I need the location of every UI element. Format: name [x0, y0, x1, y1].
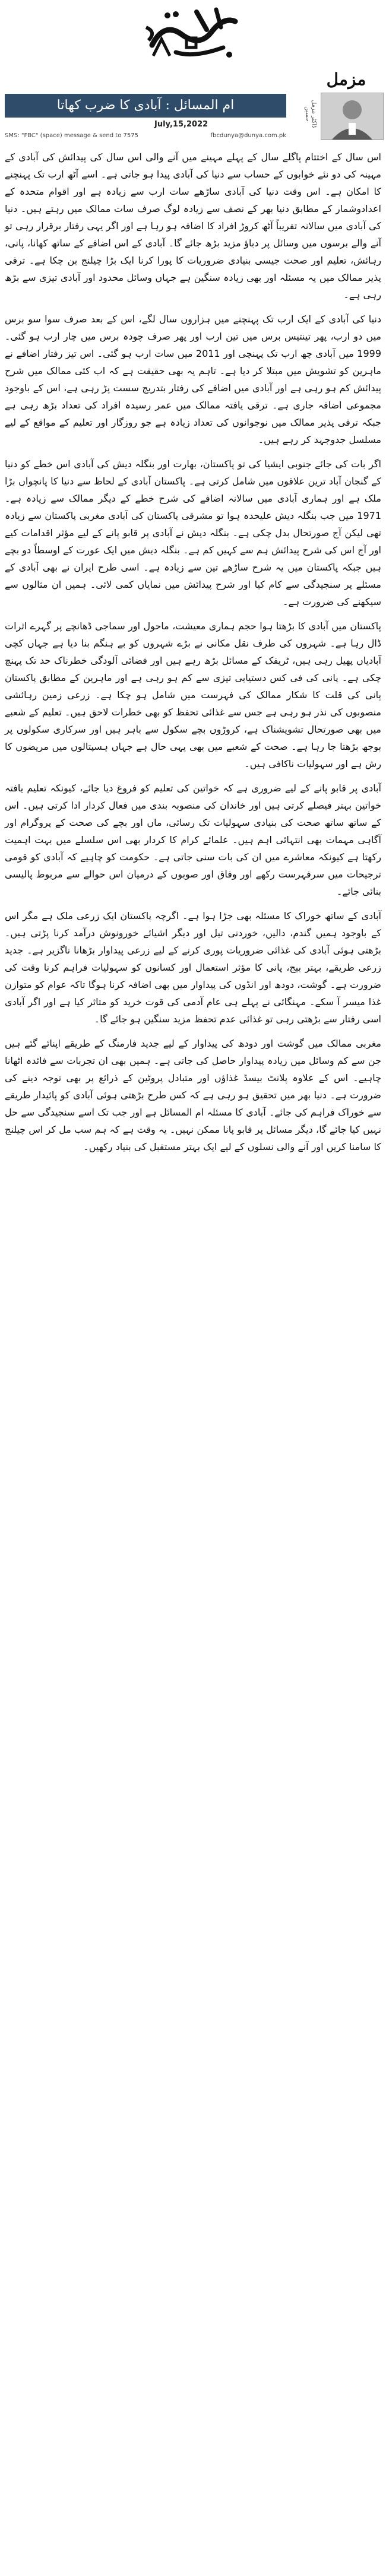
article-paragraph: اگر بات کی جائے جنوبی ایشیا کی تو پاکستان، بھارت اور بنگلہ دیش کی آبادی اس خطے کو دنیا کے گنجان آباد ترین علاقوں میں شامل کرتی ہے۔ پاکستان آبادی کے لحاظ سے دنیا کا پانچواں بڑا ملک ہے اور ہماری آبادی میں سالانہ اضافے کی شرح خطے کے دیگر ممالک سے زیادہ ہے۔ 1971 میں جب بنگلہ دیش علیحدہ ہوا تو مشرقی پاکستان کی آبادی مغربی پاکستان سے زیادہ تھی لیکن آج صورتحال بدل چکی ہے۔ بنگلہ دیش نے آبادی پر قابو پانے کے لیے مؤثر اقدامات کیے اور آج اس کی شرح پیدائش ہم سے کہیں کم ہے۔ بنگلہ دیش میں ایک عورت کے اوسطاً دو بچے ہیں جبکہ پاکستان میں یہ شرح ساڑھے تین سے زیادہ ہے۔ اسی طرح ایران نے بھی آبادی کے مسئلے پر سنجیدگی سے کام کیا اور شرح پیدائش میں نمایاں کمی لائی۔ ہمیں ان مثالوں سے سیکھنے کی ضرورت ہے۔ [5, 458, 381, 607]
dunya-logo [140, 4, 246, 63]
article-paragraph: مغربی ممالک میں گوشت اور دودھ کی پیداوار کے لیے جدید فارمنگ کے طریقے اپنائے گئے ہیں جن سے کم وسائل میں زیادہ پیداوار حاصل کی جاتی ہے۔ ہمیں بھی ان تجربات سے فائدہ اٹھانا چاہیے۔ اس کے علاوہ پلانٹ بیسڈ غذاؤں اور متبادل پروٹین کے ذرائع پر بھی توجہ دینے کی ضرورت ہے۔ دنیا بھر میں تحقیق ہو رہی ہے کہ کس طرح بڑھتی ہوئی آبادی کو پائیدار طریقے سے خوراک فراہم کی جائے۔ آبادی کا مسئلہ ام المسائل ہے اور جب تک اسے سنجیدگی سے حل نہیں کیا جائے گا، دیگر مسائل پر قابو پانا ممکن نہیں۔ یہ وقت ہے کہ ہم سب مل کر اس چیلنج کا سامنا کریں اور آنے والی نسلوں کے لیے ایک بہتر مستقبل کی بنیاد رکھیں۔ [5, 1038, 382, 1152]
masthead [0, 0, 386, 66]
contact-line [5, 132, 286, 141]
author-byline: ڈاکٹر مزمل حسین [304, 100, 317, 128]
article-paragraph: پاکستان میں آبادی کا بڑھتا ہوا حجم ہماری معیشت، ماحول اور سماجی ڈھانچے پر گہرے اثرات ڈال رہا ہے۔ شہروں کی طرف نقل مکانی نے بڑے شہروں کو بے ہنگم بنا دیا ہے جہاں کچی آبادیاں پھیل رہی ہیں، ٹریفک کے مسائل بڑھ رہے ہیں اور فضائی آلودگی خطرناک حد تک پہنچ چکی ہے۔ پانی کی فی کس دستیابی تیزی سے کم ہو رہی ہے اور ماہرین کے مطابق پاکستان پانی کی قلت کا شکار ممالک کی فہرست میں شامل ہو چکا ہے۔ زرعی زمین رہائشی منصوبوں کی نذر ہو رہی ہے جس سے غذائی تحفظ کو بھی خطرات لاحق ہیں۔ تعلیم کے شعبے میں بھی صورتحال تشویشناک ہے، کروڑوں بچے سکول سے باہر ہیں اور سرکاری سکولوں پر بوجھ بڑھتا جا رہا ہے۔ صحت کے شعبے میں بھی یہی حال ہے جہاں ہسپتالوں میں مریضوں کا رش ہے اور سہولیات ناکافی ہیں۔ [5, 620, 381, 769]
sms-instruction: SMS: "FBC" (space) message & send to 7575 [5, 132, 138, 139]
article-paragraph: دنیا کی آبادی کے ایک ارب تک پہنچنے میں ہزاروں سال لگے، اس کے بعد صرف سوا سو برس میں دو ارب، پھر تینتیس برس میں تین ارب اور پھر صرف چودہ برس میں چار ارب ہو گئی۔ 1999 میں آبادی چھ ارب تک پہنچی اور 2011 میں سات ارب ہو گئی۔ اس تیز رفتار اضافے نے ماہرین کو تشویش میں مبتلا کر دیا ہے۔ تاہم یہ بھی حقیقت ہے کہ اب کئی ممالک میں شرح پیدائش کم ہو رہی ہے اور آبادی میں اضافے کی رفتار بتدریج سست پڑ رہی ہے، اس کے باوجود مجموعی اضافہ جاری ہے۔ ترقی یافتہ ممالک میں عمر رسیدہ افراد کی تعداد بڑھ رہی ہے جبکہ ترقی پذیر ممالک میں نوجوانوں کی تعداد زیادہ ہے جو روزگار اور تعلیم کے مواقع کے لیے مسلسل جدوجہد کر رہے ہیں۔ [5, 313, 381, 445]
article-paragraph: اس سال کے اختتام پاگلے سال کے پہلے مہینے میں آنے والی اس سال کی پیدائش کی آبادی کے مہینہ کی دو نئے خوابوں کے حساب سے دنیا کی آبادی پیدا ہو جاتی ہے۔ اسے آٹھ ارب تک پہنچنے کا امکان ہے۔ اس وقت دنیا کی آبادی ساڑھے سات ارب سے زیادہ ہے اور اقوام متحدہ کے اعدادوشمار کے مطابق دنیا بھر کے نصف سے زیادہ لوگ صرف سات ممالک میں رہتے ہیں۔ دنیا کی آبادی میں سالانہ تقریباً آٹھ کروڑ افراد کا اضافہ ہو رہا ہے اور اگر یہی رفتار برقرار رہی تو آنے والے برسوں میں وسائل پر دباؤ مزید بڑھ جائے گا۔ آبادی کے اس اضافے کے ساتھ کھانا، پانی، رہائش، تعلیم اور صحت جیسی بنیادی ضروریات کا پورا کرنا ایک بڑا چیلنج بن چکا ہے۔ ترقی پذیر ممالک میں یہ مسئلہ اور بھی زیادہ سنگین ہے جہاں وسائل محدود اور آبادی تیزی سے بڑھ رہی ہے۔ [5, 151, 382, 300]
headline: ام المسائل : آبادی کا ضرب کھاتا [5, 94, 286, 118]
article-paragraph: آبادی پر قابو پانے کے لیے ضروری ہے کہ خواتین کی تعلیم کو فروغ دیا جائے، کیونکہ تعلیم یافتہ خواتین بہتر فیصلے کرتی ہیں اور خاندان کی منصوبہ بندی میں فعال کردار ادا کرتی ہیں۔ اس کے ساتھ ساتھ صحت کی بنیادی سہولیات تک رسائی، ماں اور بچے کی صحت کے پروگرام اور آگاہی مہمات بھی انتہائی اہم ہیں۔ علمائے کرام کا کردار بھی اس سلسلے میں بہت اہمیت رکھتا ہے کیونکہ معاشرے میں ان کی بات سنی جاتی ہے۔ حکومت کو چاہیے کہ آبادی کو قومی ترجیحات میں سرفہرست رکھے اور وفاق اور صوبوں کے درمیان اس حوالے سے مربوط پالیسی بنائی جائے۔ [5, 782, 381, 897]
author-photo [321, 93, 384, 140]
article-body [5, 148, 381, 1162]
contact-email: fbcdunya@dunya.com.pk [210, 132, 286, 139]
article-paragraph: آبادی کے ساتھ خوراک کا مسئلہ بھی جڑا ہوا ہے۔ اگرچہ پاکستان ایک زرعی ملک ہے مگر اس کے باوجود ہمیں گندم، دالیں، خوردنی تیل اور دیگر اشیائے خورونوش درآمد کرنا پڑتی ہیں۔ بڑھتی ہوئی آبادی کی غذائی ضروریات پوری کرنے کے لیے زرعی پیداوار بڑھانا ناگزیر ہے۔ جدید زرعی طریقے، بہتر بیج، پانی کا مؤثر استعمال اور کسانوں کو سہولیات فراہم کرنا وقت کی ضرورت ہے۔ گوشت، دودھ اور انڈوں کی پیداوار میں بھی اضافہ کرنا ہوگا تاکہ عوام کو متوازن غذا میسر آ سکے۔ مہنگائی نے پہلے ہی عام آدمی کی قوت خرید کو متاثر کیا ہے اور اگر آبادی اسی رفتار سے بڑھتی رہی تو غذائی عدم تحفظ مزید سنگین ہو جائے گا۔ [5, 910, 381, 1025]
publish-date: July,15,2022 [154, 120, 208, 129]
author-name: مزمل [326, 69, 366, 89]
column-header [0, 66, 386, 142]
author-portrait-icon [321, 93, 383, 140]
